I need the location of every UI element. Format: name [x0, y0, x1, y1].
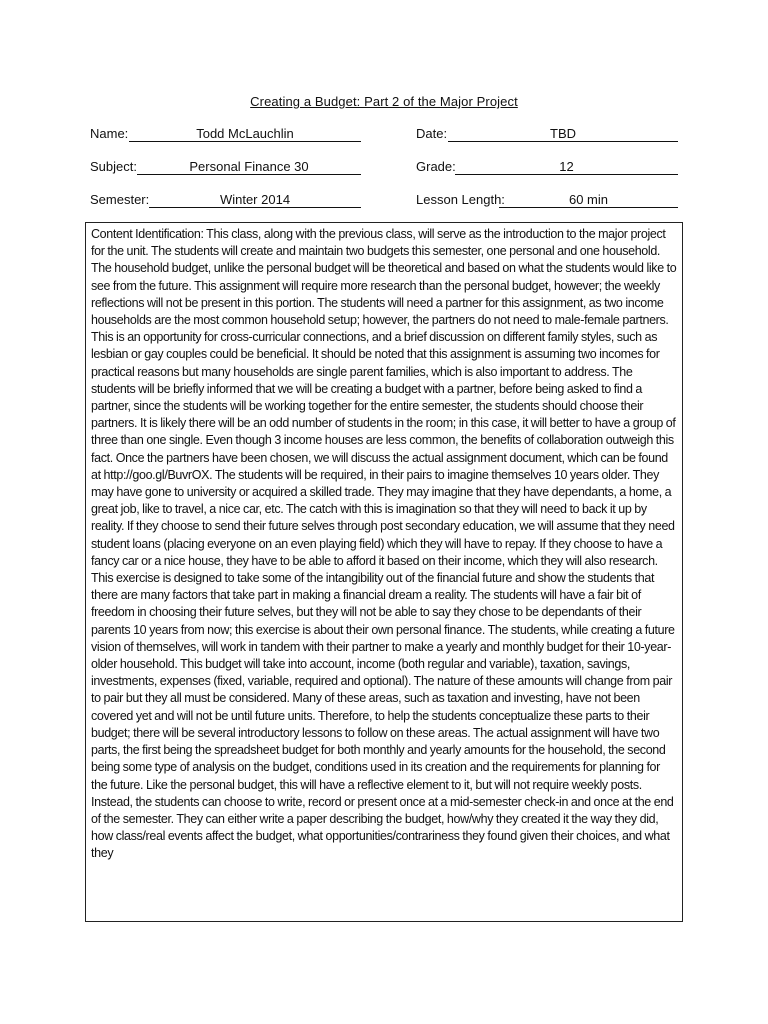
date-label: Date: [416, 126, 448, 141]
subject-label: Subject: [90, 159, 137, 174]
date-value: TBD [448, 126, 678, 142]
document-title: Creating a Budget: Part 2 of the Major Project [250, 94, 518, 109]
subject-value: Personal Finance 30 [137, 159, 361, 175]
semester-value: Winter 2014 [149, 192, 361, 208]
name-value: Todd McLauchlin [129, 126, 361, 142]
content-identification-box [85, 222, 683, 922]
semester-label: Semester: [90, 192, 150, 207]
lesson-length-label: Lesson Length: [416, 192, 505, 207]
grade-value: 12 [455, 159, 678, 175]
grade-label: Grade: [416, 159, 456, 174]
lesson-length-value: 60 min [499, 192, 678, 208]
content-identification-text: Content Identification: This class, along with the previous class, will serve as the introduction to the major project for the unit. The students will create and maintain two budgets this semester, one personal and one household. The household budget, unlike the personal budget will be theoretical and based on what the students would like to see from the future. This assignment will require more research than the personal budget, however; the weekly reflections will not be present in this portion. The students will need a partner for this assignment, as two income households are the most common household setup; however, the partners do not need to male-female partners. This is an opportunity for cross-curricular connections, and a brief discussion on different family styles, such as lesbian or gay couples could be beneficial. It should be noted that this assignment is assuming two incomes for practical reasons but many households are single parent families, which is also important to address. The students will be briefly informed that we will be creating a budget with a partner, before being asked to find a partner, since the students will be working together for the entire semester, the students should choose their partners. It is likely there will be an odd number of students in the room; in this case, it will better to have a group of three than one single. Even though 3 income houses are less common, the benefits of collaboration outweigh this fact. Once the partners have been chosen, we will discuss the actual assignment document, which can be found at http://goo.gl/BuvrOX. The students will be required, in their pairs to imagine themselves 10 years older. They may have gone to university or acquired a skilled trade. They may imagine that they have dependants, a home, a great job, like to travel, a nice car, etc. The catch with this is imagination so that they will need to back it up by reality. If they choose to send their future selves through post secondary education, we will assume that they need student loans (placing everyone on an even playing field) which they will have to repay. If they choose to have a fancy car or a nice house, they have to be able to afford it based on their income, which they will also research. This exercise is designed to take some of the intangibility out of the financial future and show the students that there are many factors that take part in making a financial dream a reality. The students will have a fair bit of freedom in choosing their future selves, but they will not be able to say they chose to be dependants of their parents 10 years from now; this exercise is about their own personal finance. The students, while creating a future vision of themselves, will work in tandem with their partner to make a yearly and monthly budget for their 10-year-older household. This budget will take into account, income (both regular and variable), taxation, savings, investments, expenses (fixed, variable, required and optional). The nature of these amounts will change from pair to pair but they all must be considered. Many of these areas, such as taxation and investing, have not been covered yet and will not be until future units. Therefore, to help the students conceptualize these parts to their budget; there will be several introductory lessons to follow on these areas. The actual assignment will have two parts, the first being the spreadsheet budget for both monthly and yearly amounts for the household, the second being some type of analysis on the budget, conditions used in its creation and the requirements for planning for the future. Like the personal budget, this will have a reflective element to it, but will not require weekly posts. Instead, the students can choose to write, record or present once at a mid-semester check-in and once at the end of the semester. They can either write a paper describing the budget, how/why they created it the way they did, how class/real events affect the budget, what opportunities/contrariness they found given their choices, and what they [91, 227, 677, 861]
name-label: Name: [90, 126, 129, 141]
